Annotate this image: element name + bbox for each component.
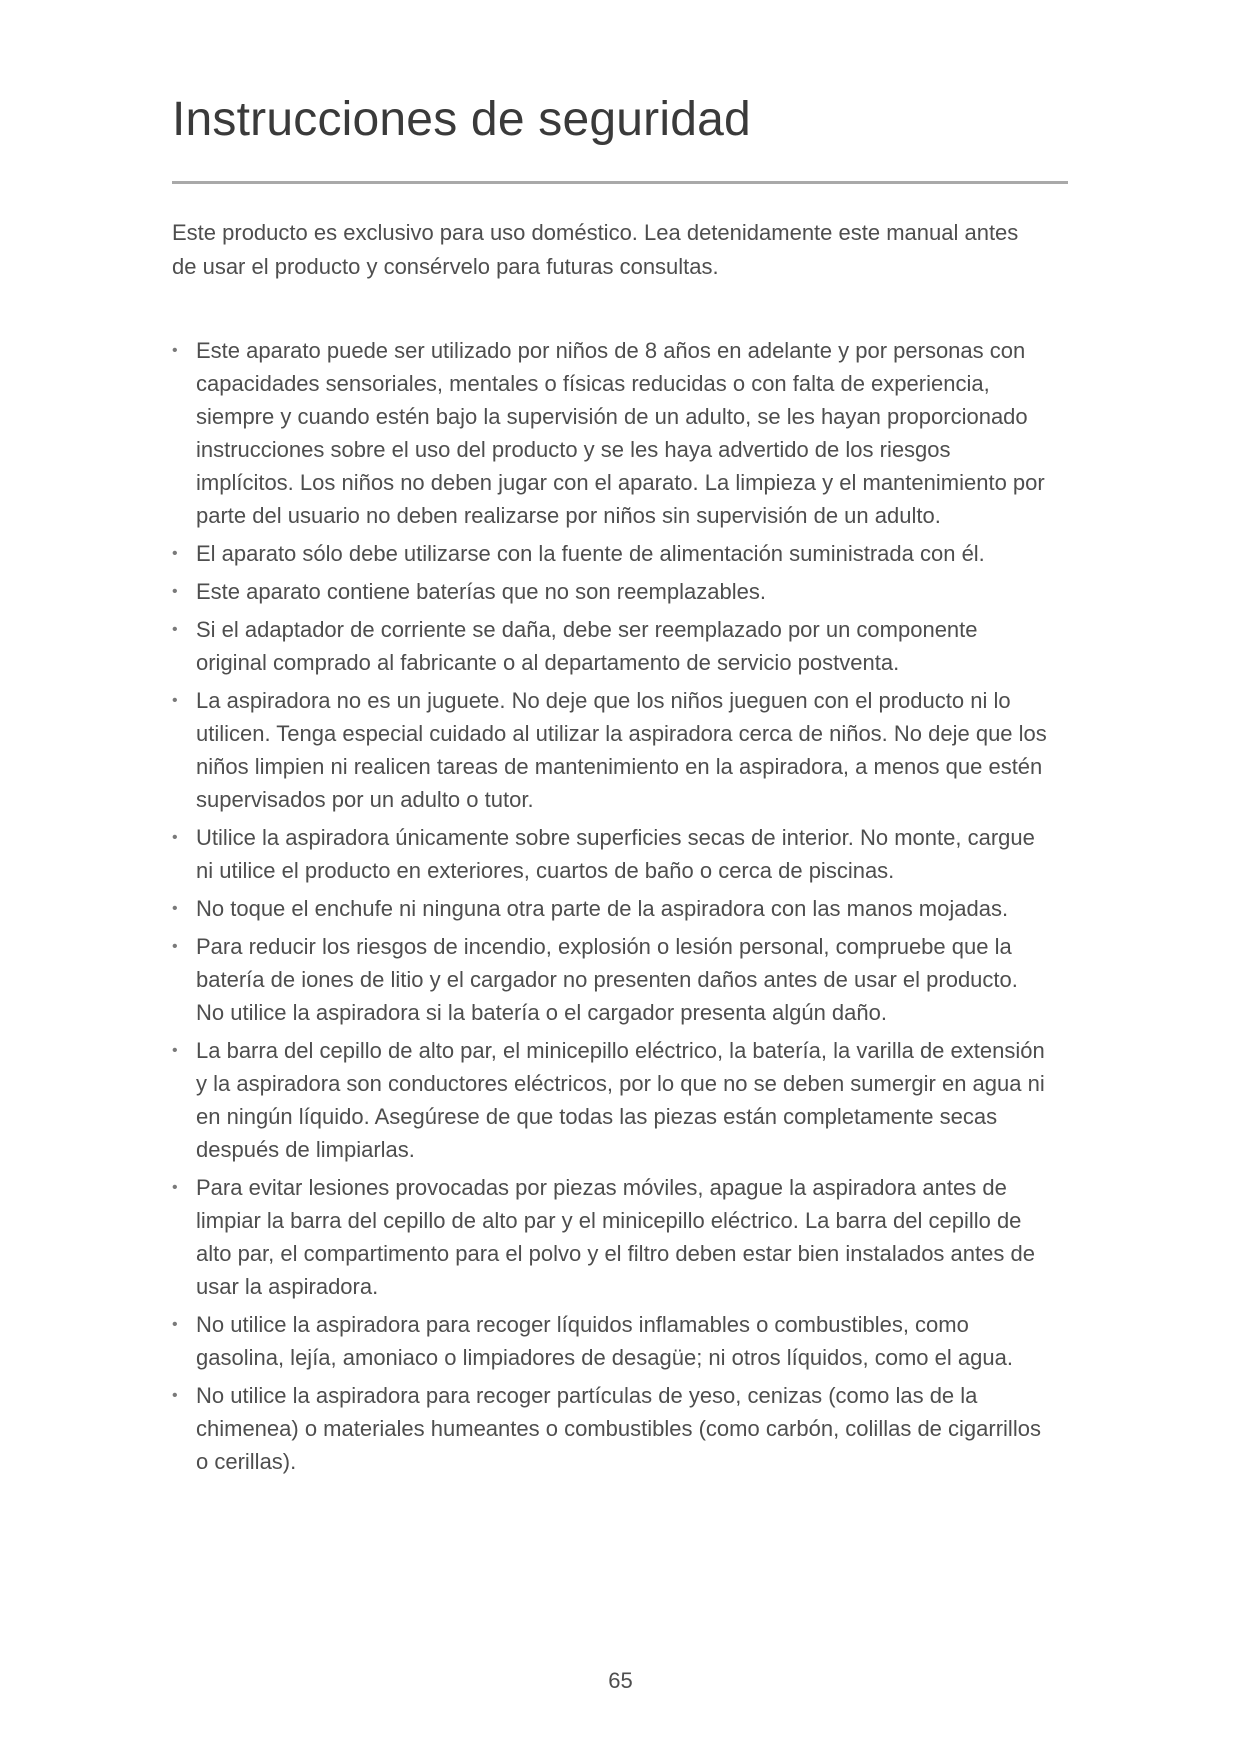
list-item-text: El aparato sólo debe utilizarse con la fuente de alimentación suministrada con él.: [196, 541, 985, 566]
list-item-text: Para evitar lesiones provocadas por piezas móviles, apague la aspiradora antes de limpiar la barra del cepillo de alto par y el minicepillo eléctrico. La barra del cepillo de alto par, el compartimento para el polvo y el filtro deben estar bien instalados antes de usar la aspiradora.: [196, 1175, 1035, 1299]
list-item: [172, 930, 1052, 1029]
page-number: 65: [608, 1668, 633, 1693]
list-item-text: La barra del cepillo de alto par, el minicepillo eléctrico, la batería, la varilla de extensión y la aspiradora son conductores eléctricos, por lo que no se deben sumergir en agua ni en ningún líquido. Asegúrese de que todas las piezas están completamente secas después de limpiarlas.: [196, 1038, 1045, 1162]
list-item: [172, 1308, 1052, 1374]
list-item-text: Si el adaptador de corriente se daña, debe ser reemplazado por un componente original comprado al fabricante o al departamento de servicio postventa.: [196, 617, 978, 675]
safety-list: [172, 334, 1052, 1483]
list-item-text: Este aparato puede ser utilizado por niños de 8 años en adelante y por personas con capacidades sensoriales, mentales o físicas reducidas o con falta de experiencia, siempre y cuando estén bajo la supervisión de un adulto, se les hayan proporcionado instrucciones sobre el uso del producto y se les haya advertido de los riesgos implícitos. Los niños no deben jugar con el aparato. La limpieza y el mantenimiento por parte del usuario no deben realizarse por niños sin supervisión de un adulto.: [196, 338, 1045, 528]
bullet-icon: •: [172, 1316, 178, 1333]
list-item-text: La aspiradora no es un juguete. No deje que los niños jueguen con el producto ni lo utilicen. Tenga especial cuidado al utilizar la aspiradora cerca de niños. No deje que los niños limpien ni realicen tareas de mantenimiento en la aspiradora, a menos que estén supervisados por un adulto o tutor.: [196, 688, 1047, 812]
bullet-icon: •: [172, 1387, 178, 1404]
list-item-text: Utilice la aspiradora únicamente sobre superficies secas de interior. No monte, cargue ni utilice el producto en exteriores, cuartos de baño o cerca de piscinas.: [196, 825, 1035, 883]
bullet-icon: •: [172, 692, 178, 709]
list-item: [172, 821, 1052, 887]
list-item-text: No utilice la aspiradora para recoger partículas de yeso, cenizas (como las de la chimenea) o materiales humeantes o combustibles (como carbón, colillas de cigarrillos o cerillas).: [196, 1383, 1041, 1474]
title-divider: [172, 181, 1068, 184]
list-item: [172, 537, 1052, 570]
bullet-icon: •: [172, 938, 178, 955]
list-item: [172, 1171, 1052, 1303]
bullet-icon: •: [172, 545, 178, 562]
page-title: Instrucciones de seguridad: [172, 93, 751, 146]
bullet-icon: •: [172, 900, 178, 917]
bullet-icon: •: [172, 342, 178, 359]
bullet-icon: •: [172, 1042, 178, 1059]
list-item-text: No utilice la aspiradora para recoger líquidos inflamables o combustibles, como gasolina, lejía, amoniaco o limpiadores de desagüe; ni otros líquidos, como el agua.: [196, 1312, 1013, 1370]
list-item: [172, 1034, 1052, 1166]
bullet-icon: •: [172, 829, 178, 846]
list-item: [172, 892, 1052, 925]
list-item-text: Para reducir los riesgos de incendio, explosión o lesión personal, compruebe que la batería de iones de litio y el cargador no presenten daños antes de usar el producto. No utilice la aspiradora si la batería o el cargador presenta algún daño.: [196, 934, 1018, 1025]
bullet-icon: •: [172, 583, 178, 600]
bullet-icon: •: [172, 621, 178, 638]
list-item-text: Este aparato contiene baterías que no son reemplazables.: [196, 579, 766, 604]
list-item: [172, 1379, 1052, 1478]
list-item: [172, 613, 1052, 679]
list-item: [172, 575, 1052, 608]
bullet-icon: •: [172, 1179, 178, 1196]
intro-paragraph: Este producto es exclusivo para uso doméstico. Lea detenidamente este manual antes de usar el producto y consérvelo para futuras consultas.: [172, 220, 1019, 279]
list-item: [172, 334, 1052, 532]
list-item-text: No toque el enchufe ni ninguna otra parte de la aspiradora con las manos mojadas.: [196, 896, 1009, 921]
list-item: [172, 684, 1052, 816]
